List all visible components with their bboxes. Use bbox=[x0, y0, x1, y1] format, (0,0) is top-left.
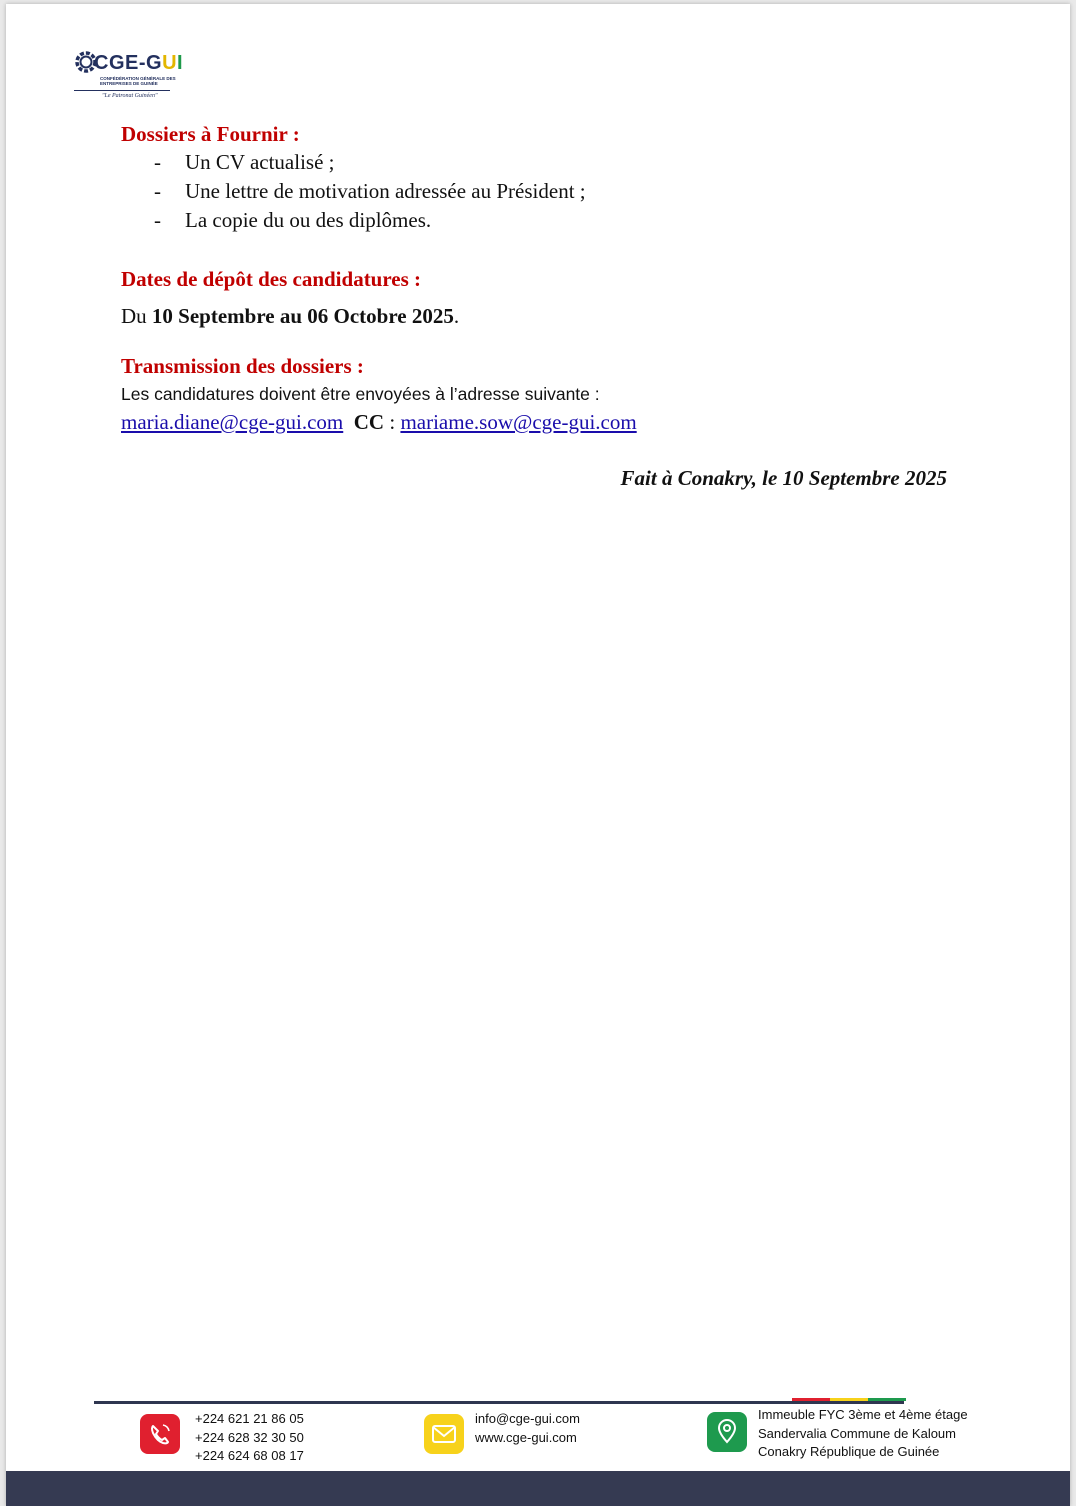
email-main-link[interactable]: maria.diane@cge-gui.com bbox=[121, 410, 344, 434]
contact-lines bbox=[475, 1410, 580, 1447]
documents-heading: Dossiers à Fournir : bbox=[121, 122, 300, 146]
email-cc-link[interactable]: mariame.sow@cge-gui.com bbox=[400, 410, 637, 434]
phone-number[interactable]: +224 628 32 30 50 bbox=[195, 1429, 304, 1445]
address-line: Sandervalia Commune de Kaloum bbox=[758, 1425, 956, 1441]
footer-band bbox=[6, 1471, 1070, 1506]
address-line: Conakry République de Guinée bbox=[758, 1444, 940, 1459]
signature-line: Fait à Conakry, le 10 Septembre 2025 bbox=[620, 466, 947, 490]
logo-tagline: "Le Patronat Guinéen" bbox=[102, 93, 158, 99]
transmission-heading: Transmission des dossiers : bbox=[121, 354, 364, 378]
footer-divider bbox=[94, 1401, 904, 1404]
transmission-text: Les candidatures doivent être envoyées à l’adresse suivante : bbox=[121, 384, 600, 404]
email-contact-link[interactable]: info@cge-gui.com bbox=[475, 1411, 580, 1426]
phone-number[interactable]: +224 624 68 08 17 bbox=[195, 1448, 304, 1463]
location-pin-icon bbox=[707, 1412, 747, 1452]
phone-number[interactable]: +224 621 21 86 05 bbox=[195, 1411, 304, 1426]
cc-label: CC bbox=[353, 410, 385, 434]
document-page: CGE-GUI CONFÉDÉRATION GÉNÉRALE DES ENTREPRISES DE GUINÉE "Le Patronat Guinéen" Dossiers à Fournir : - Un CV actualisé ; - Une lettre de motivation adressée au Président ; - La copie du ou des diplômes. Dates de dépôt des candidatures : Du 10 Septembre au 06 Octobre 2025. Transmission des dossiers : Les candidatures doivent être envoyées à l’adresse suivante : maria.diane@cge-gui.com CC : mariame.sow@cge-gui.com Fait à Conakry, le 10 Septembre 2025 +224 621 21 86 05 +224 628 32 30 50 +224 624 68 08 17 info@cge-gui.com www.cge-gui.com Immeuble FYC 3ème et 4ème étage Sandervalia Commune de Kaloum Conakry République de Guinée bbox=[6, 4, 1070, 1506]
address-lines bbox=[758, 1406, 968, 1462]
envelope-icon bbox=[424, 1414, 464, 1454]
website-link[interactable]: www.cge-gui.com bbox=[475, 1429, 577, 1445]
phone-icon bbox=[140, 1414, 180, 1454]
phone-numbers bbox=[195, 1410, 304, 1466]
logo-subtitle: CONFÉDÉRATION GÉNÉRALE DES ENTREPRISES DE GUINÉE bbox=[100, 76, 176, 86]
logo-divider bbox=[74, 90, 170, 91]
dates-range: Du 10 Septembre au 06 Octobre 2025. bbox=[121, 304, 460, 328]
dates-heading: Dates de dépôt des candidatures : bbox=[121, 267, 422, 291]
email-line: maria.diane@cge-gui.com CC : mariame.sow@cge-gui.com bbox=[121, 410, 637, 434]
address-line: Immeuble FYC 3ème et 4ème étage bbox=[758, 1407, 968, 1422]
logo-wordmark: CGE-GUI bbox=[94, 52, 184, 74]
cge-gui-logo bbox=[74, 50, 184, 106]
